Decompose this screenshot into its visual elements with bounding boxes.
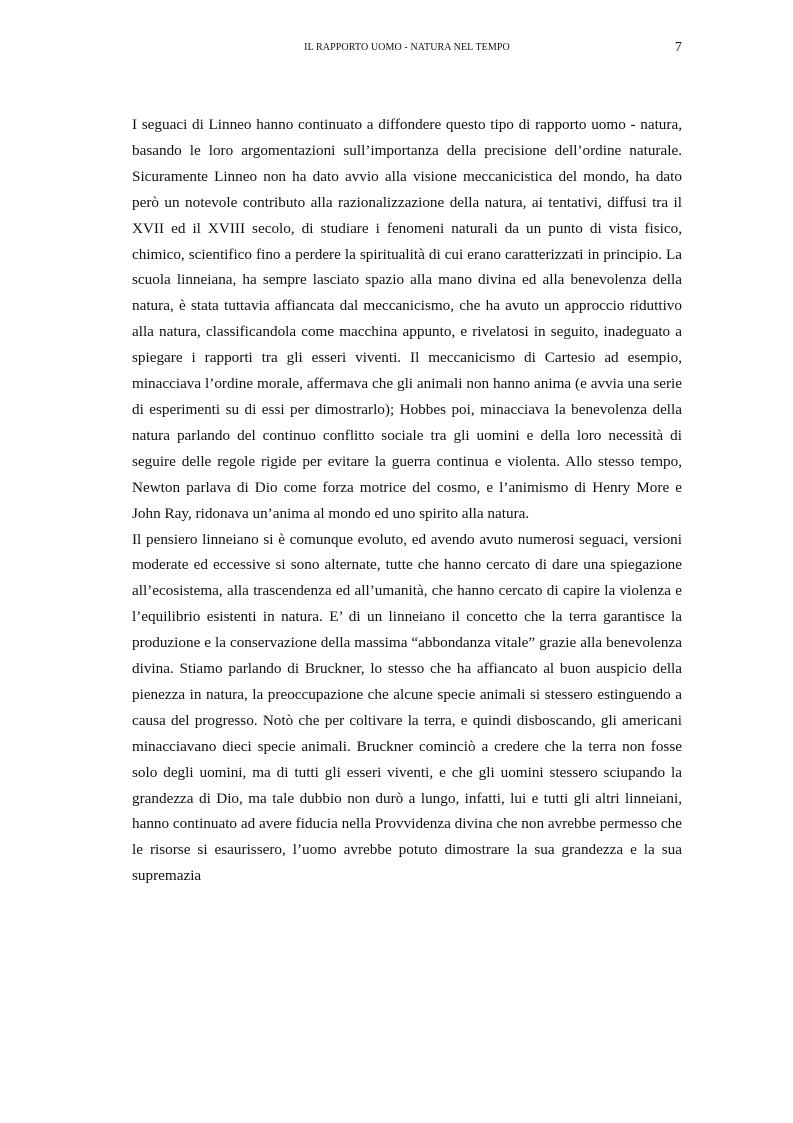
page-number: 7 <box>674 40 682 55</box>
paragraph: Il pensiero linneiano si è comunque evoluto, ed avendo avuto numerosi seguaci, versioni moderate ed eccessive si sono alternate, tutte che hanno cercato di dare una spiegazione all’ecosistema, alla trascendenza ed all’umanità, che hanno cercato di capire la violenza e l’equilibrio esistenti in natura. E’ di un linneiano il concetto che la terra garantisce la produzione e la conservazione della massima “abbondanza vitale” grazie alla benevolenza divina. Stiamo parlando di Bruckner, lo stesso che ha affiancato al buon auspicio della pienezza in natura, la preoccupazione che alcune specie animali si stessero estinguendo a causa del progresso. Notò che per coltivare la terra, e quindi disboscando, gli americani minacciavano dieci specie animali. Bruckner cominciò a credere che la terra non fosse solo degli uomini, ma di tutti gli esseri viventi, e che gli uomini stessero sciupando la grandezza di Dio, ma tale dubbio non durò a lungo, infatti, lui e tutti gli altri linneiani, hanno continuato ad avere fiducia nella Provvidenza divina che non avrebbe permesso che le risorse si esaurissero, l’uomo avrebbe potuto dimostrare la sua grandezza e la sua supremazia <box>132 530 682 885</box>
paragraph: I seguaci di Linneo hanno continuato a diffondere questo tipo di rapporto uomo - natura, basando le loro argomentazioni sull’importanza della precisione dell’ordine naturale. Sicuramente Linneo non ha dato avvio alla visione meccanicistica del mondo, ha dato però un notevole contributo alla razionalizzazione della natura, ai tentativi, diffusi tra il XVII ed il XVIII secolo, di studiare i fenomeni naturali da un punto di vista fisico, chimico, scientifico fino a perdere la spiritualità di cui erano caratterizzati in principio. La scuola linneiana, ha sempre lasciato spazio alla mano divina ed alla benevolenza della natura, è stata tuttavia affiancata dal meccanicismo, che ha avuto un approccio riduttivo alla natura, classificandola come macchina appunto, e rivelatosi in seguito, inadeguato a spiegare i rapporti tra gli esseri viventi. Il meccanicismo di Cartesio ad esempio, minacciava l’ordine morale, affermava che gli animali non hanno anima (e avvia una serie di esperimenti su di essi per dimostrarlo); Hobbes poi, minacciava la benevolenza della natura parlando del continuo conflitto sociale tra gli uomini e della loro necessità di seguire delle regole rigide per evitare la guerra continua e violenta. Allo stesso tempo, Newton parlava di Dio come forza motrice del cosmo, e l’animismo di Henry More e John Ray, ridonava un’anima al mondo ed uno spirito alla natura. <box>132 116 682 522</box>
running-header <box>132 40 682 56</box>
running-title: IL RAPPORTO UOMO - NATURA NEL TEMPO <box>304 42 510 53</box>
body-text <box>132 112 682 889</box>
